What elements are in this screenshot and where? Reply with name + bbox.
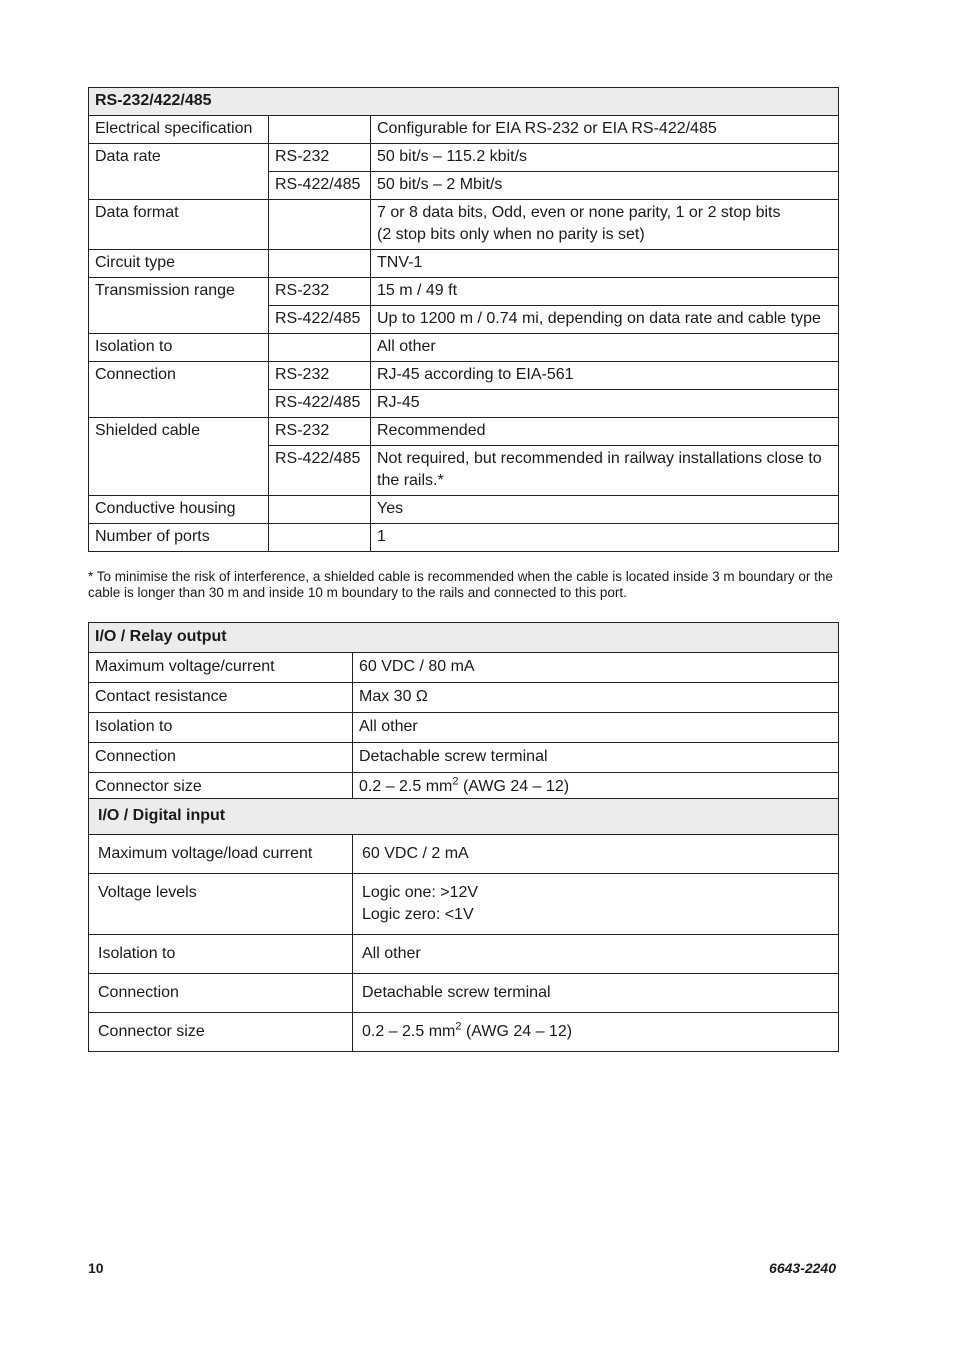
row-label: Electrical specification [89,116,269,144]
table-row [89,713,839,743]
row-label: Circuit type [89,250,269,278]
row-label: Connection [89,362,269,418]
row-value: All other [353,935,839,974]
row-sublabel: RS-422/485 [269,172,371,200]
digital-input-table [88,798,839,1052]
table-row [89,334,839,362]
row-label: Contact resistance [89,683,353,713]
row-label: Isolation to [89,935,353,974]
row-value: 50 bit/s – 115.2 kbit/s [371,144,839,172]
row-value [371,200,839,250]
row-sublabel: RS-422/485 [269,306,371,334]
table-row [89,116,839,144]
row-sublabel: RS-232 [269,278,371,306]
row-label: Transmission range [89,278,269,334]
table-row [89,362,839,390]
row-value: Detachable screw terminal [353,743,839,773]
row-value: Yes [371,496,839,524]
row-value: Detachable screw terminal [353,974,839,1013]
row-value: All other [353,713,839,743]
logic-one: Logic one: >12V [362,884,479,901]
row-value: 0.2 – 2.5 $mm^2$ (AWG 24 – 12) [353,1013,839,1052]
row-label: Connector size [89,773,353,803]
relay-table-title: I/O / Relay output [89,623,839,653]
row-value: 60 VDC / 80 mA [353,653,839,683]
row-value: Configurable for EIA RS-232 or EIA RS-422/485 [371,116,839,144]
row-label: Connection [89,974,353,1013]
row-sublabel: RS-232 [269,362,371,390]
footnote: * To minimise the risk of interference, a shielded cable is recommended when the cable is located inside 3 m boundary or the cable is longer than 30 m and inside 10 m boundary to the rails and connected to this port. [88,569,833,600]
row-label: Number of ports [89,524,269,552]
row-label: Maximum voltage/load current [89,835,353,874]
table-row [89,496,839,524]
table-row [89,278,839,306]
table-row [89,935,839,974]
table-row [89,200,839,250]
row-value: Max 30 Ω [353,683,839,713]
row-label: Data rate [89,144,269,200]
row-value: TNV-1 [371,250,839,278]
row-value: Up to 1200 m / 0.74 mi, depending on data rate and cable type [371,306,839,334]
relay-output-table [88,622,839,803]
table-row [89,250,839,278]
data-format-line-1: 7 or 8 data bits, Odd, even or none parity, 1 or 2 stop bits [377,204,781,221]
row-value: 0.2 – 2.5 $mm^2$ (AWG 24 – 12) [353,773,839,803]
row-label: Shielded cable [89,418,269,496]
row-value: 60 VDC / 2 mA [353,835,839,874]
row-value: RJ-45 [371,390,839,418]
row-label: Connection [89,743,353,773]
row-sublabel: RS-232 [269,418,371,446]
row-value: 50 bit/s – 2 Mbit/s [371,172,839,200]
row-label: Voltage levels [89,874,353,935]
table-row [89,835,839,874]
data-format-line-2: (2 stop bits only when no parity is set) [377,226,645,243]
table-row [89,743,839,773]
rs-table-title: RS-232/422/485 [89,88,839,116]
row-label: Maximum voltage/current [89,653,353,683]
row-sublabel: RS-232 [269,144,371,172]
row-label: Data format [89,200,269,250]
table-row [89,524,839,552]
row-sublabel: RS-422/485 [269,390,371,418]
table-row [89,1013,839,1052]
row-value: 15 m / 49 ft [371,278,839,306]
table-row [89,683,839,713]
logic-zero: Logic zero: <1V [362,906,474,923]
row-value: All other [371,334,839,362]
page-number: 10 [88,1260,104,1276]
table-row [89,974,839,1013]
row-label: Conductive housing [89,496,269,524]
rs-spec-table [88,87,839,552]
row-value: Recommended [371,418,839,446]
row-label: Connector size [89,1013,353,1052]
row-sublabel: RS-422/485 [269,446,371,496]
table-row [89,874,839,935]
row-label: Isolation to [89,334,269,362]
row-value: Not required, but recommended in railway installations close to the rails.* [371,446,839,496]
table-row [89,653,839,683]
row-value: RJ-45 according to EIA-561 [371,362,839,390]
digital-table-title: I/O / Digital input [89,799,839,835]
table-row [89,144,839,172]
table-row [89,418,839,446]
row-value: 1 [371,524,839,552]
row-value [353,874,839,935]
row-label: Isolation to [89,713,353,743]
document-number: 6643-2240 [769,1260,836,1276]
